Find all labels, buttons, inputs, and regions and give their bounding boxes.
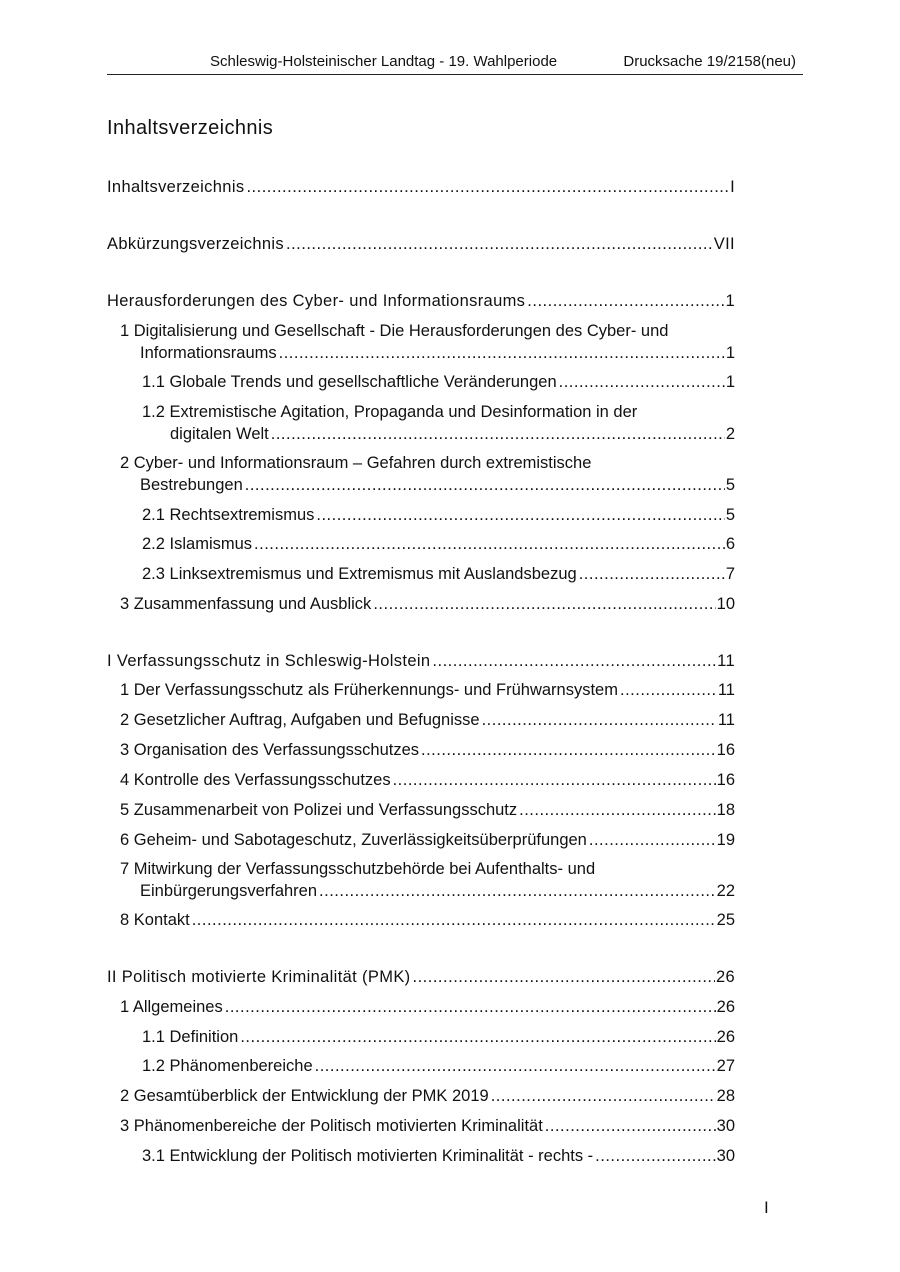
- toc-entry-1-allgemeines[interactable]: 1 Allgemeines ..... 26: [120, 996, 735, 1018]
- toc-entry-1-1-globale-trends[interactable]: 1.1 Globale Trends und gesellschaftliche Veränderungen ..... 1: [142, 371, 735, 393]
- toc-entry-8-kontakt[interactable]: 8 Kontakt ..... 25: [120, 909, 735, 931]
- header-document-title: Schleswig-Holsteinischer Landtag - 19. Wahlperiode: [210, 53, 558, 70]
- toc-entry-herausforderungen[interactable]: Herausforderungen des Cyber- und Informationsraums ..... 1: [107, 290, 735, 312]
- toc-entry-1-1-definition[interactable]: 1.1 Definition ..... 26: [142, 1026, 735, 1048]
- toc-entry-2-3-linksextremismus[interactable]: 2.3 Linksextremismus und Extremismus mit Auslandsbezug ..... 7: [142, 563, 735, 585]
- toc-entry-2-gesetzlicher-auftrag[interactable]: 2 Gesetzlicher Auftrag, Aufgaben und Befugnisse ..... 11: [120, 709, 735, 731]
- page-title: Inhaltsverzeichnis: [107, 117, 274, 139]
- toc-entry-7-mitwirkung[interactable]: 7 Mitwirkung der Verfassungsschutzbehörde bei Aufenthalts- und Einbürgerungsverfahren ..... 22: [120, 858, 735, 902]
- toc-entry-1-2-phaenomenbereiche[interactable]: 1.2 Phänomenbereiche ..... 27: [142, 1055, 735, 1077]
- toc-entry-4-kontrolle[interactable]: 4 Kontrolle des Verfassungsschutzes ..... 16: [120, 769, 735, 791]
- toc-entry-3-zusammenfassung[interactable]: 3 Zusammenfassung und Ausblick ..... 10: [120, 593, 735, 615]
- toc-entry-1-2-extremistische-agitation[interactable]: 1.2 Extremistische Agitation, Propaganda und Desinformation in der digitalen Welt ..... 2: [142, 401, 735, 445]
- toc-entry-2-1-rechtsextremismus[interactable]: 2.1 Rechtsextremismus ..... 5: [142, 504, 735, 526]
- toc-entry-6-geheimschutz[interactable]: 6 Geheim- und Sabotageschutz, Zuverlässigkeitsüberprüfungen ..... 19: [120, 829, 735, 851]
- toc-entry-3-organisation[interactable]: 3 Organisation des Verfassungsschutzes ..... 16: [120, 739, 735, 761]
- toc-entry-2-2-islamismus[interactable]: 2.2 Islamismus ..... 6: [142, 533, 735, 555]
- toc-entry-ii-pmk[interactable]: II Politisch motivierte Kriminalität (PMK) ..... 26: [107, 966, 735, 988]
- toc-entry-5-zusammenarbeit[interactable]: 5 Zusammenarbeit von Polizei und Verfassungsschutz ..... 18: [120, 799, 735, 821]
- toc-entry-inhaltsverzeichnis[interactable]: Inhaltsverzeichnis ..... I: [107, 176, 735, 198]
- toc-entry-1-digitalisierung[interactable]: 1 Digitalisierung und Gesellschaft - Die Herausforderungen des Cyber- und Informationsraums ..... 1: [120, 320, 735, 364]
- toc-entry-3-1-pmk-rechts[interactable]: 3.1 Entwicklung der Politisch motivierten Kriminalität - rechts - ..... 30: [142, 1145, 735, 1167]
- toc-entry-2-cyber-informationsraum[interactable]: 2 Cyber- und Informationsraum – Gefahren durch extremistische Bestrebungen ..... 5: [120, 452, 735, 496]
- toc-entry-i-verfassungsschutz[interactable]: I Verfassungsschutz in Schleswig-Holstein ..... 11: [107, 650, 735, 672]
- toc-entry-1-frueherkennung[interactable]: 1 Der Verfassungsschutz als Früherkennungs- und Frühwarnsystem ..... 11: [120, 679, 735, 701]
- page-number: I: [764, 1198, 769, 1217]
- header-document-number: Drucksache 19/2158(neu): [623, 53, 796, 70]
- toc-entry-3-phaenomenbereiche-pmk[interactable]: 3 Phänomenbereiche der Politisch motivierten Kriminalität ..... 30: [120, 1115, 735, 1137]
- toc-entry-2-gesamtueberblick[interactable]: 2 Gesamtüberblick der Entwicklung der PMK 2019 ..... 28: [120, 1085, 735, 1107]
- page-header: [107, 52, 803, 75]
- toc-entry-abkuerzungsverzeichnis[interactable]: Abkürzungsverzeichnis ..... VII: [107, 233, 735, 255]
